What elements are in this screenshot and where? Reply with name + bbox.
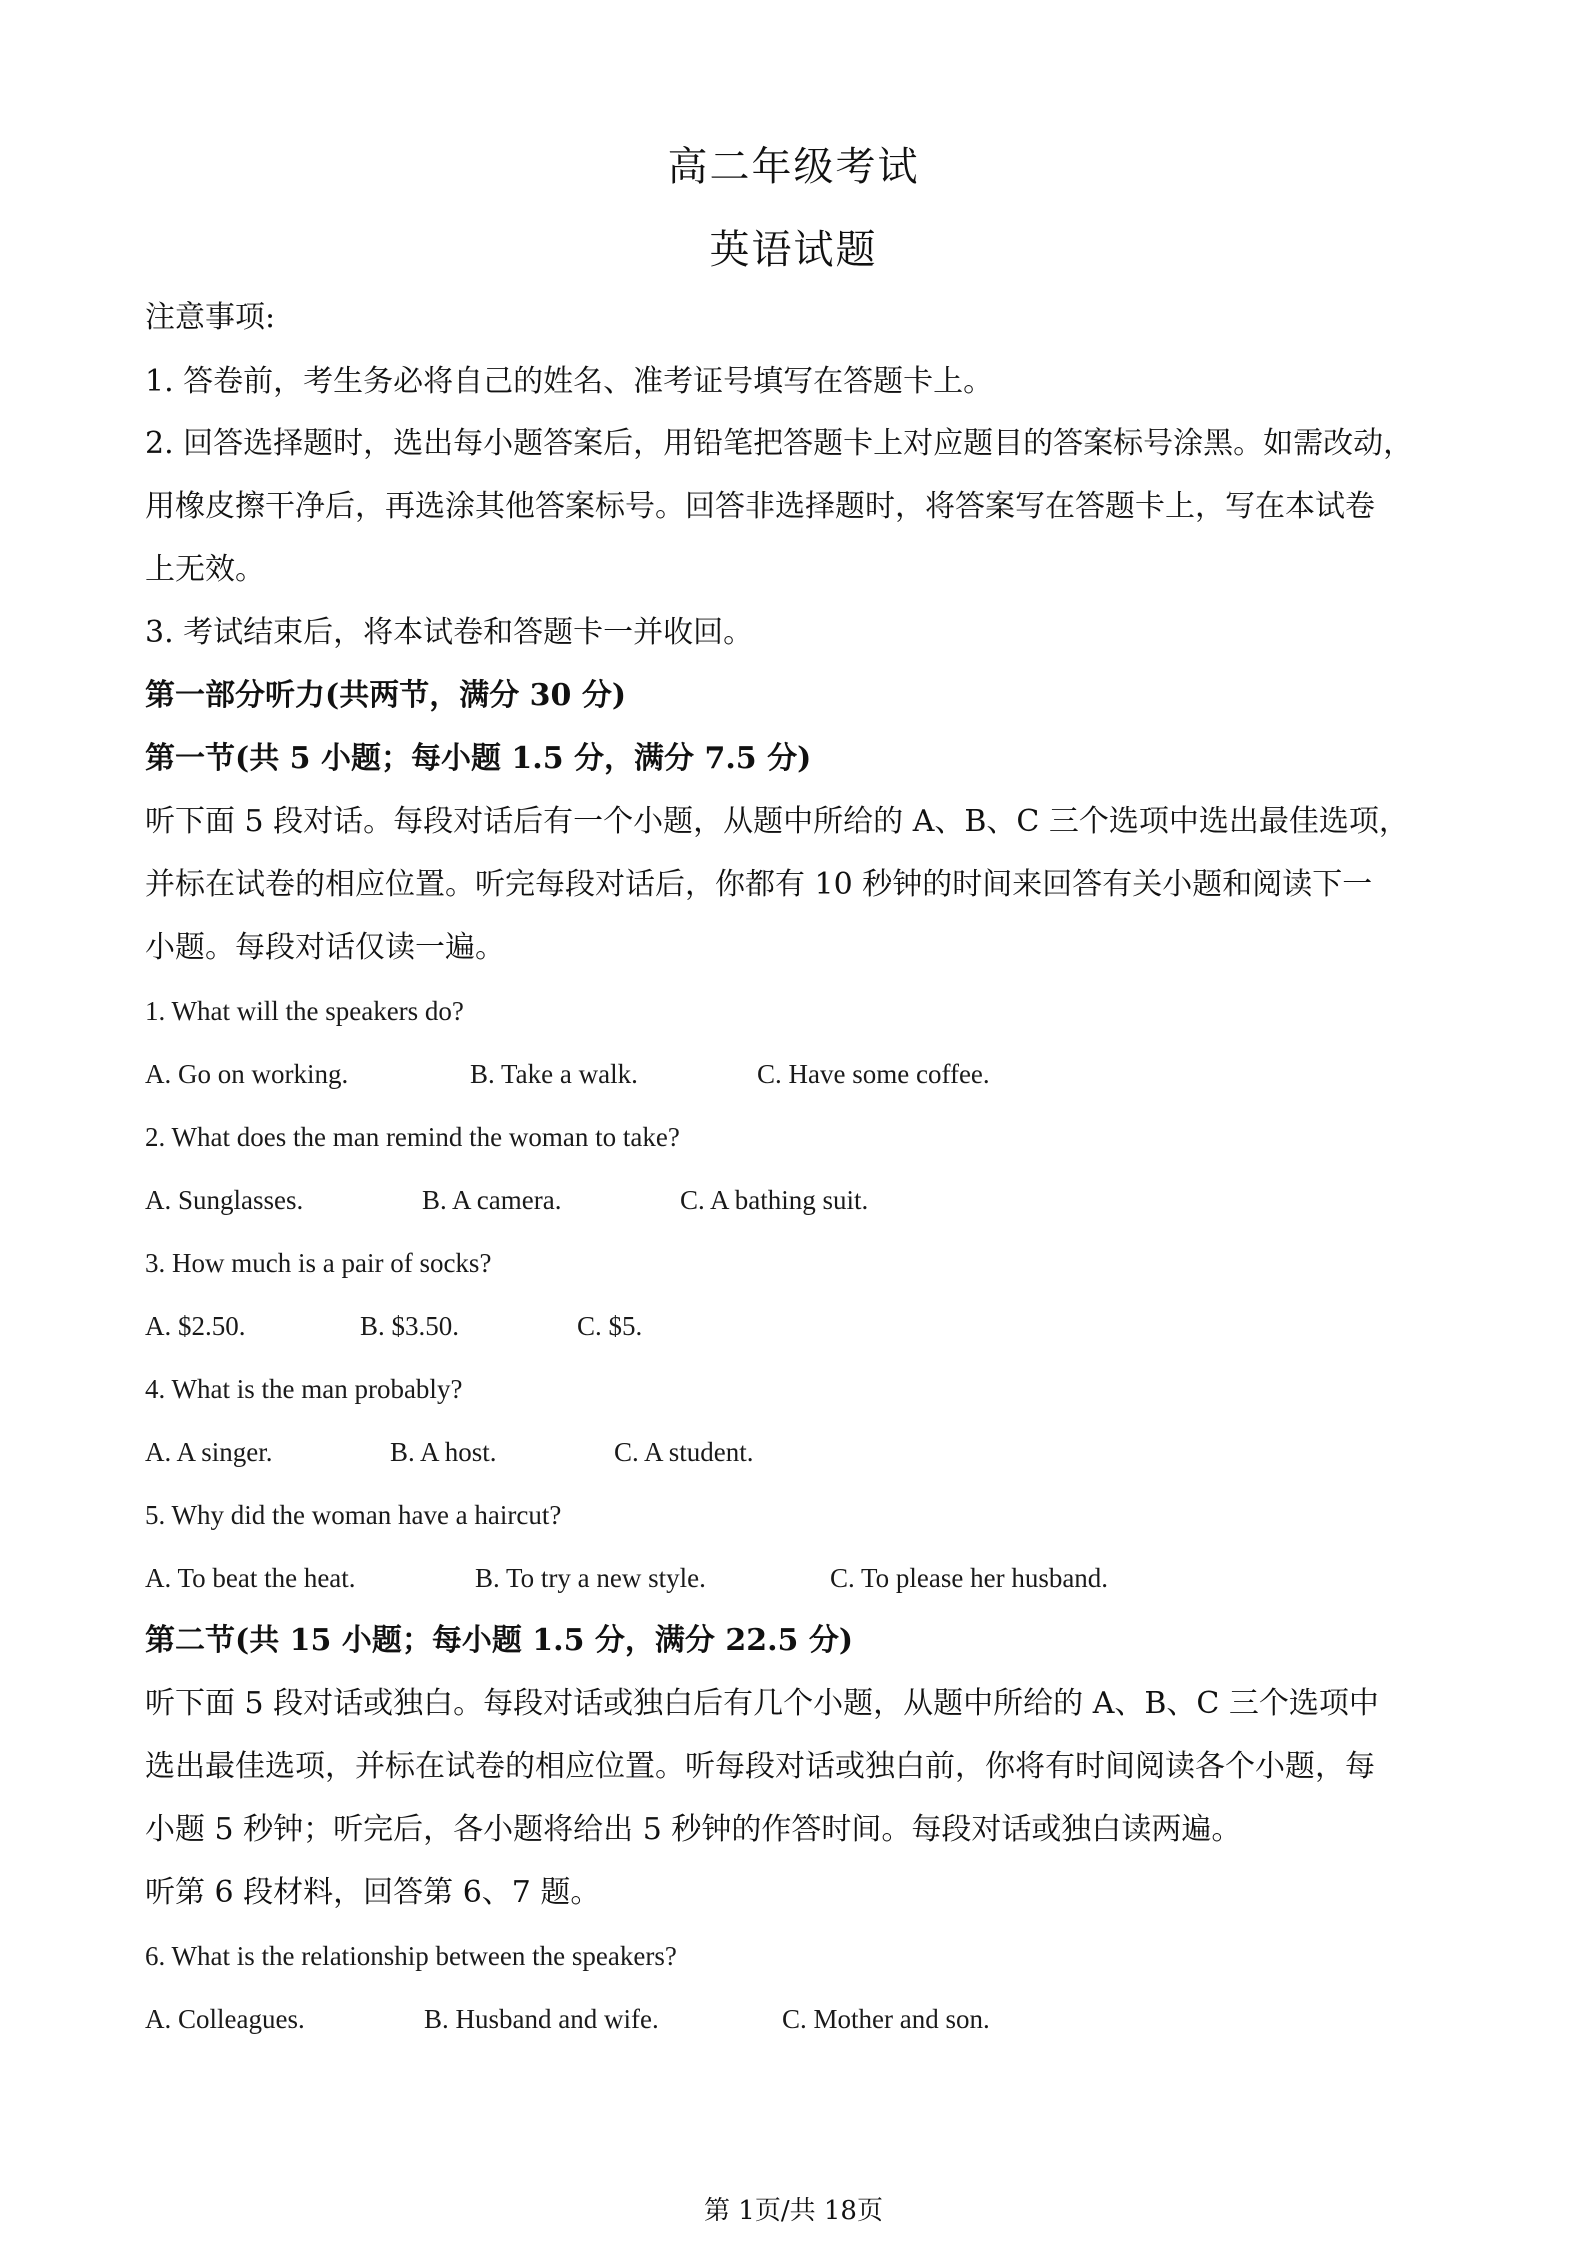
page-subtitle: 英语试题 [709, 227, 878, 273]
notice-item-2-line-2: 用橡皮擦干净后，再选涂其他答案标号。回答非选择题时，将答案写在答题卡上，写在本试卷 [145, 489, 1375, 524]
question-3-option-b: B. $3.50. [360, 1311, 460, 1341]
question-4: 4. What is the man probably? [145, 1374, 463, 1404]
section1-heading: 第一节(共 5 小题；每小题 1.5 分，满分 7.5 分) [145, 741, 812, 776]
question-5: 5. Why did the woman have a haircut? [145, 1500, 562, 1530]
question-2-option-a: A. Sunglasses. [145, 1185, 304, 1215]
question-1-option-b: B. Take a walk. [470, 1059, 638, 1089]
notice-item-3: 3. 考试结束后，将本试卷和答题卡一并收回。 [145, 615, 754, 650]
question-5-option-a: A. To beat the heat. [145, 1563, 356, 1593]
section1-instructions-line-2: 并标在试卷的相应位置。听完每段对话后，你都有 10 秒钟的时间来回答有关小题和阅读下一 [145, 867, 1373, 902]
question-4-option-c: C. A student. [614, 1437, 754, 1467]
question-6: 6. What is the relationship between the speakers? [145, 1941, 677, 1971]
section1-instructions-line-1: 听下面 5 段对话。每段对话后有一个小题，从题中所给的 A、B、C 三个选项中选出最佳选项， [145, 804, 1409, 839]
section2-instructions-line-2: 选出最佳选项，并标在试卷的相应位置。听每段对话或独白前，你将有时间阅读各个小题，每 [145, 1749, 1375, 1784]
question-6-option-b: B. Husband and wife. [424, 2004, 659, 2034]
material-6-heading: 听第 6 段材料，回答第 6、7 题。 [145, 1875, 601, 1910]
question-2: 2. What does the man remind the woman to take? [145, 1122, 680, 1152]
question-1-option-a: A. Go on working. [145, 1059, 349, 1089]
question-1-option-c: C. Have some coffee. [757, 1059, 990, 1089]
question-6-option-a: A. Colleagues. [145, 2004, 305, 2034]
question-6-option-c: C. Mother and son. [782, 2004, 990, 2034]
question-3-option-c: C. $5. [577, 1311, 643, 1341]
question-4-option-a: A. A singer. [145, 1437, 273, 1467]
section2-instructions-line-1: 听下面 5 段对话或独白。每段对话或独白后有几个小题，从题中所给的 A、B、C 三个选项中 [145, 1686, 1379, 1721]
question-2-option-b: B. A camera. [422, 1185, 562, 1215]
section2-instructions-line-3: 小题 5 秒钟；听完后，各小题将给出 5 秒钟的作答时间。每段对话或独白读两遍。 [145, 1812, 1242, 1847]
notice-heading: 注意事项: [145, 300, 276, 335]
question-1: 1. What will the speakers do? [145, 996, 464, 1026]
part1-heading: 第一部分听力(共两节，满分 30 分) [145, 678, 627, 713]
notice-item-2-line-1: 2. 回答选择题时，选出每小题答案后，用铅笔把答题卡上对应题目的答案标号涂黑。如需改动， [145, 426, 1414, 461]
question-5-option-c: C. To please her husband. [830, 1563, 1109, 1593]
notice-item-2-line-3: 上无效。 [145, 552, 265, 587]
notice-item-1: 1. 答卷前，考生务必将自己的姓名、准考证号填写在答题卡上。 [145, 364, 994, 399]
page-footer: 第 1页/共 18页 [704, 2196, 883, 2226]
question-5-option-b: B. To try a new style. [475, 1563, 706, 1593]
question-3: 3. How much is a pair of socks? [145, 1248, 492, 1278]
question-2-option-c: C. A bathing suit. [680, 1185, 869, 1215]
section2-heading: 第二节(共 15 小题；每小题 1.5 分，满分 22.5 分) [145, 1623, 854, 1658]
section1-instructions-line-3: 小题。每段对话仅读一遍。 [145, 930, 505, 965]
question-3-option-a: A. $2.50. [145, 1311, 246, 1341]
page-title: 高二年级考试 [667, 144, 920, 190]
question-4-option-b: B. A host. [390, 1437, 497, 1467]
